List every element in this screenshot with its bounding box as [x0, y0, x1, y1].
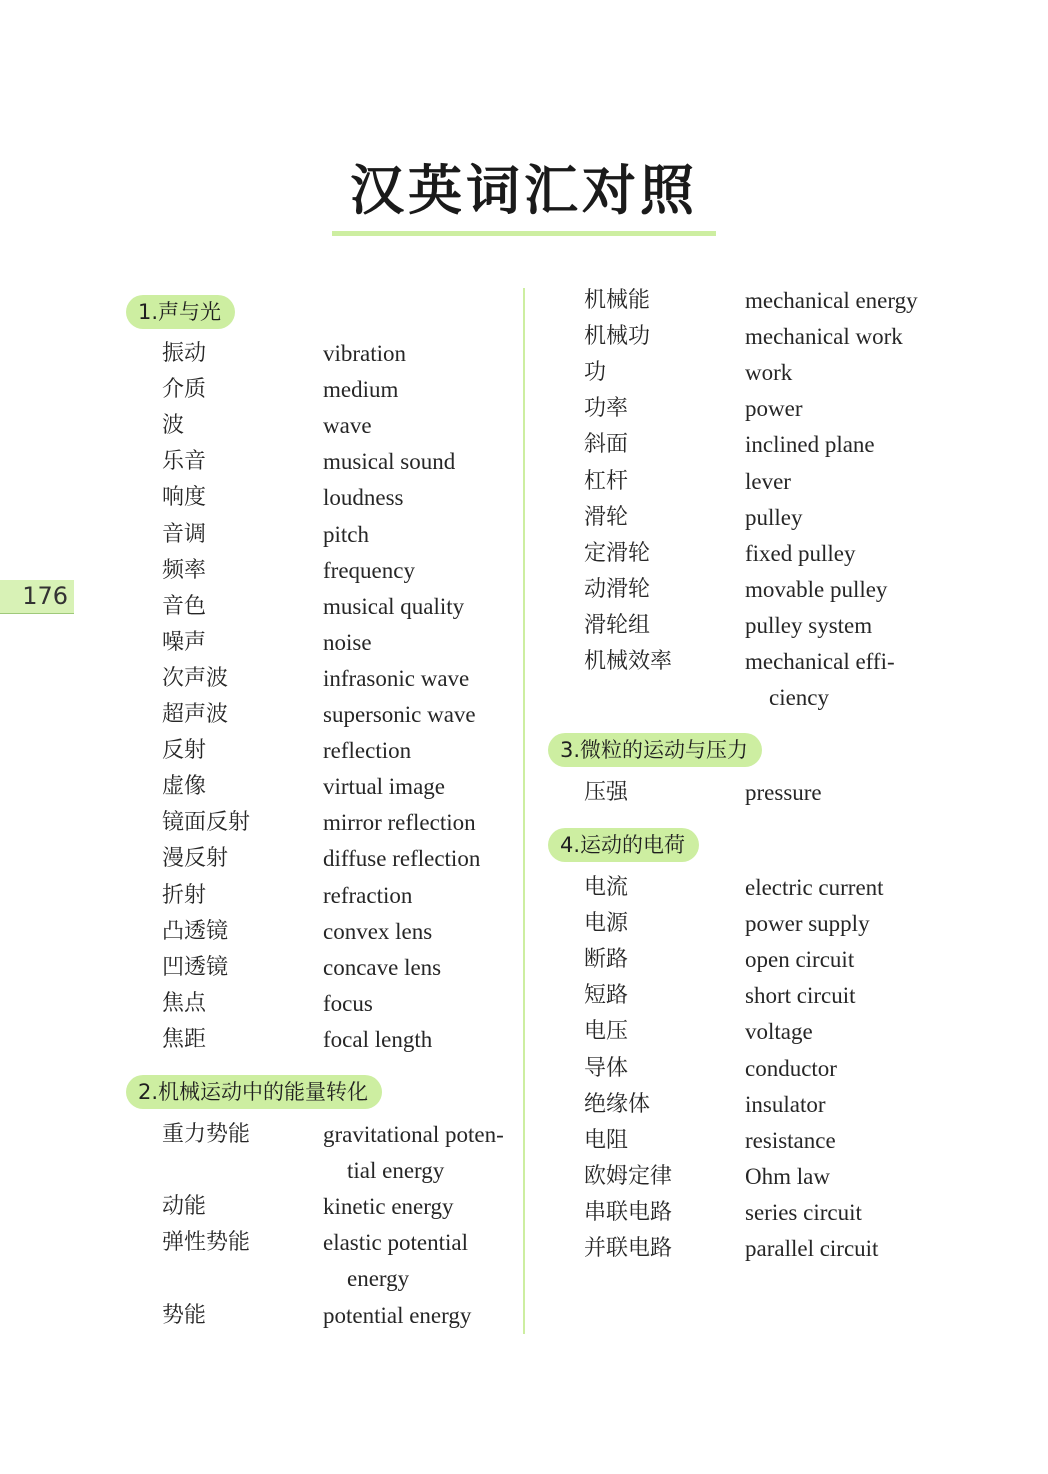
page-title: 汉英词汇对照 [332, 148, 716, 236]
term-english: diffuse reflection [323, 846, 481, 872]
term-english: infrasonic wave [323, 665, 470, 691]
term-chinese: 凸透镜 [162, 918, 229, 944]
term-english: parallel circuit [745, 1236, 879, 1261]
term-english: mechanical effi- [745, 649, 895, 674]
term-english: medium [323, 377, 399, 403]
term-chinese: 电阻 [584, 1127, 629, 1153]
term-chinese: 机械效率 [584, 649, 673, 674]
section-heading: 1.声与光 [126, 295, 235, 329]
term-chinese: 欧姆定律 [584, 1163, 673, 1189]
term-english: convex lens [323, 918, 433, 944]
term-english: potential energy [323, 1302, 472, 1328]
term-english: reflection [323, 738, 412, 764]
term-chinese: 频率 [162, 557, 207, 583]
term-english: mechanical energy [745, 288, 918, 313]
term-chinese: 电源 [584, 911, 629, 937]
term-chinese: 滑轮组 [584, 612, 651, 638]
term-chinese: 焦距 [162, 1026, 207, 1052]
term-english: pressure [745, 780, 822, 805]
term-english: kinetic energy [323, 1194, 454, 1220]
term-english: gravitational poten- [323, 1122, 504, 1147]
section-heading: 4.运动的电荷 [548, 828, 699, 862]
term-english: musical sound [323, 449, 456, 475]
term-english: supersonic wave [323, 702, 476, 727]
term-chinese: 弹性势能 [162, 1230, 251, 1256]
term-english: pulley system [745, 612, 873, 638]
term-english: insulator [745, 1091, 826, 1117]
term-english: conductor [745, 1055, 837, 1081]
term-english: resistance [745, 1127, 836, 1153]
term-chinese: 滑轮 [584, 504, 629, 530]
term-chinese: 重力势能 [162, 1122, 251, 1147]
term-english: elastic potential [323, 1230, 468, 1256]
term-chinese: 波 [162, 413, 185, 439]
term-chinese: 功 [584, 360, 607, 386]
term-chinese: 折射 [162, 882, 207, 908]
term-chinese: 动能 [162, 1194, 207, 1220]
term-english: voltage [745, 1019, 813, 1045]
term-english: virtual image [323, 774, 445, 800]
term-chinese: 振动 [162, 341, 207, 366]
term-chinese: 虚像 [162, 774, 207, 800]
term-english: vibration [323, 341, 407, 366]
term-chinese: 电流 [584, 875, 629, 900]
term-chinese: 压强 [584, 780, 629, 805]
term-english: open circuit [745, 947, 855, 973]
term-english: power [745, 396, 803, 422]
term-english: short circuit [745, 983, 856, 1009]
term-chinese: 介质 [162, 377, 207, 403]
term-chinese: 漫反射 [162, 846, 229, 872]
term-chinese: 动滑轮 [584, 576, 651, 602]
term-chinese: 导体 [584, 1055, 629, 1081]
term-chinese: 串联电路 [584, 1199, 673, 1225]
term-chinese: 势能 [162, 1302, 207, 1328]
term-english-continued: tial energy [347, 1158, 445, 1184]
term-english: noise [323, 629, 372, 655]
term-english: frequency [323, 557, 415, 583]
term-chinese: 次声波 [162, 665, 229, 691]
term-english: concave lens [323, 954, 442, 980]
term-chinese: 音调 [162, 521, 207, 547]
term-chinese: 断路 [584, 947, 629, 973]
term-chinese: 机械能 [584, 288, 651, 313]
term-english: musical quality [323, 593, 465, 619]
term-chinese: 功率 [584, 396, 629, 422]
term-chinese: 斜面 [584, 432, 629, 458]
term-english: movable pulley [745, 576, 888, 602]
term-chinese: 超声波 [162, 702, 229, 727]
term-english: work [745, 360, 793, 386]
term-chinese: 镜面反射 [162, 810, 251, 836]
term-chinese: 电压 [584, 1019, 629, 1045]
term-english-continued: ciency [769, 685, 830, 711]
term-english-continued: energy [347, 1266, 410, 1292]
term-english: mechanical work [745, 324, 903, 350]
term-english: inclined plane [745, 432, 875, 458]
term-chinese: 并联电路 [584, 1236, 673, 1261]
section-heading: 3.微粒的运动与压力 [548, 733, 762, 767]
term-chinese: 机械功 [584, 324, 651, 350]
term-chinese: 反射 [162, 738, 207, 764]
term-english: fixed pulley [745, 540, 856, 566]
term-english: mirror reflection [323, 810, 476, 836]
term-english: focal length [323, 1026, 433, 1052]
term-chinese: 乐音 [162, 449, 207, 475]
term-english: pitch [323, 521, 369, 547]
term-english: power supply [745, 911, 870, 937]
term-chinese: 定滑轮 [584, 540, 651, 566]
term-chinese: 响度 [162, 485, 207, 511]
section-heading: 2.机械运动中的能量转化 [126, 1075, 382, 1109]
term-english: wave [323, 413, 372, 439]
term-english: lever [745, 468, 791, 494]
term-english: electric current [745, 875, 884, 900]
term-english: series circuit [745, 1199, 862, 1225]
term-english: Ohm law [745, 1163, 830, 1189]
page-number: 176 [22, 582, 68, 610]
term-chinese: 凹透镜 [162, 954, 229, 980]
term-chinese: 焦点 [162, 990, 207, 1016]
term-chinese: 短路 [584, 983, 629, 1009]
term-chinese: 杠杆 [584, 468, 629, 494]
term-english: pulley [745, 504, 803, 530]
term-chinese: 绝缘体 [584, 1091, 651, 1117]
term-chinese: 音色 [162, 593, 207, 619]
term-english: focus [323, 990, 373, 1016]
term-chinese: 噪声 [162, 629, 207, 655]
term-english: loudness [323, 485, 404, 511]
term-english: refraction [323, 882, 413, 908]
